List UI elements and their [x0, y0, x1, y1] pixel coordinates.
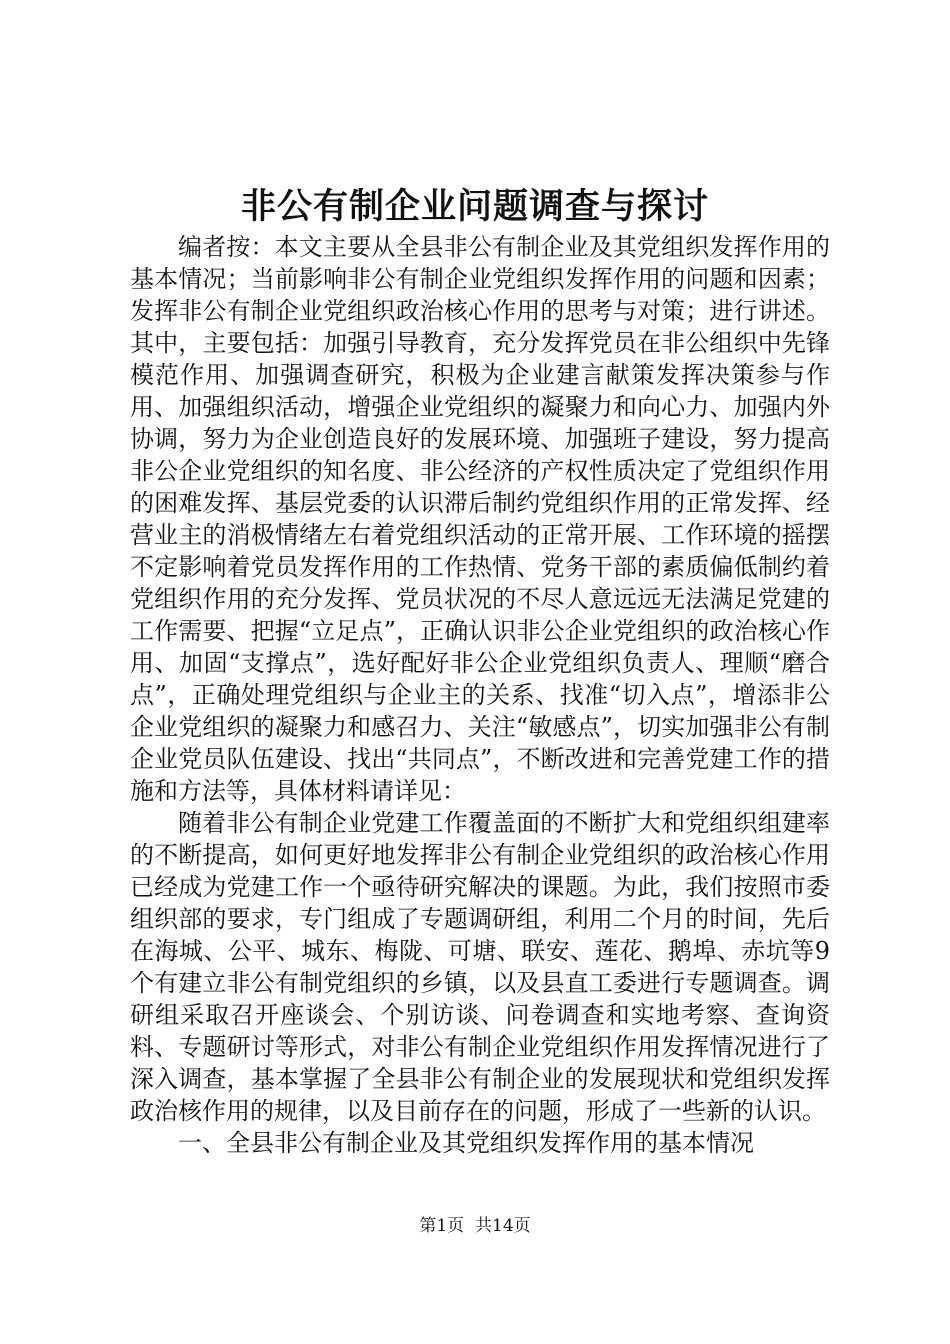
section-heading: 一、全县非公有制企业及其党组织发挥作用的基本情况	[178, 1129, 754, 1157]
editor-note-paragraph: 编者按：本文主要从全县非公有制企业及其党组织发挥作用的基本情况；当前影响非公有制企业党组织发挥作用的问题和因素；发挥非公有制企业党组织政治核心作用的思考与对策；进行讲述。其中，主要包括：加强引导教育，充分发挥党员在非公组织中先锋模范作用、加强调查研究，积极为企业建言献策发挥决策参与作用、加强组织活动，增强企业党组织的凝聚力和向心力、加强内外协调，努力为企业创造良好的发展环境、加强班子建设，努力提高非公企业党组织的知名度、非公经济的产权性质决定了党组织作用的困难发挥、基层党委的认识滞后制约党组织作用的正常发挥、经营业主的消极情绪左右着党组织活动的正常开展、工作环境的摇摆不定影响着党员发挥作用的工作热情、党务干部的素质偏低制约着党组织作用的充分发挥、党员状况的不尽人意远远无法满足党建的工作需要、把握“立足点”，正确认识非公企业党组织的政治核心作用、加固“支撑点”，选好配好非公企业党组织负责人、理顺“磨合点”，正确处理党组织与企业主的关系、找准“切入点”，增添非公企业党组织的凝聚力和感召力、关注“敏感点”，切实加强非公有制企业党员队伍建设、找出“共同点”，不断改进和完善党建工作的措施和方法等，具体材料请详见：	[130, 233, 830, 805]
document-body	[130, 231, 830, 1159]
page-total: 共14页	[475, 1216, 531, 1236]
document-title: 非公有制企业问题调查与探讨	[240, 187, 709, 227]
page-number: 第1页	[419, 1216, 465, 1236]
intro-paragraph: 随着非公有制企业党建工作覆盖面的不断扩大和党组织组建率的不断提高，如何更好地发挥非公有制企业党组织的政治核心作用已经成为党建工作一个亟待研究解决的课题。为此，我们按照市委组织部的要求，专门组成了专题调研组，利用二个月的时间，先后在海城、公平、城东、梅陇、可塘、联安、莲花、鹅埠、赤坑等9个有建立非公有制党组织的乡镇，以及县直工委进行专题调查。调研组采取召开座谈会、个别访谈、问卷调查和实地考察、查询资料、专题研讨等形式，对非公有制企业党组织作用发挥情况进行了深入调查，基本掌握了全县非公有制企业的发展现状和党组织发挥政治核作用的规律，以及目前存在的问题，形成了一些新的认识。	[130, 809, 830, 1125]
page-footer	[0, 1214, 950, 1238]
